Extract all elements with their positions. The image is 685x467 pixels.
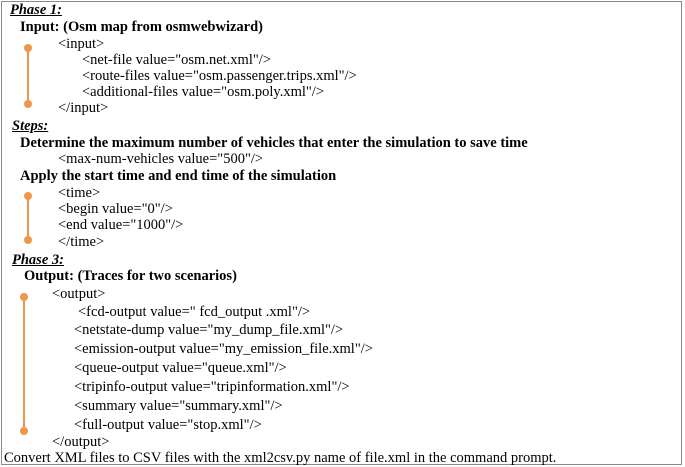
code-line: <time> <box>58 185 101 201</box>
code-line: <tripinfo-output value="tripinformation.xml"/> <box>74 379 350 395</box>
code-line: <fcd-output value=" fcd_output .xml"/> <box>78 304 311 320</box>
footer-note: Convert XML files to CSV files with the xml2csv.py name of file.xml in the command prompt. <box>4 450 557 466</box>
phase3-timeline-line <box>23 297 25 431</box>
phase1-heading: Phase 1: <box>10 2 62 18</box>
step1-title: Determine the maximum number of vehicles that enter the simulation to save time <box>20 135 528 151</box>
steps-timeline-line <box>27 196 29 240</box>
code-line: <max-num-vehicles value="500"/> <box>58 151 264 167</box>
code-line: <input> <box>58 36 105 52</box>
code-line: <queue-output value="queue.xml"/> <box>74 360 287 376</box>
steps-timeline-end-dot <box>24 236 32 244</box>
code-line: </time> <box>58 234 105 250</box>
code-line: <end value="1000"/> <box>58 217 184 233</box>
document-frame <box>1 1 682 465</box>
steps-heading: Steps: <box>12 118 49 134</box>
code-line: </output> <box>52 434 110 450</box>
code-line: <additional-files value="osm.poly.xml"/> <box>82 84 325 100</box>
phase3-timeline-end-dot <box>20 427 28 435</box>
code-line: <output> <box>52 286 106 302</box>
code-line: <netstate-dump value="my_dump_file.xml"/> <box>74 322 344 338</box>
code-line: <emission-output value="my_emission_file.xml"/> <box>74 341 373 357</box>
phase1-title: Input: (Osm map from osmwebwizard) <box>20 19 264 35</box>
code-line: <net-file value="osm.net.xml"/> <box>82 52 271 68</box>
phase1-timeline-end-dot <box>24 100 32 108</box>
phase3-title: Output: (Traces for two scenarios) <box>24 268 237 284</box>
step2-title: Apply the start time and end time of the simulation <box>20 168 337 184</box>
code-line: </input> <box>58 100 109 116</box>
code-line: <begin value="0"/> <box>58 201 173 217</box>
code-line: <route-files value="osm.passenger.trips.xml"/> <box>82 68 357 84</box>
phase3-heading: Phase 3: <box>12 252 64 268</box>
phase1-timeline-line <box>27 48 29 104</box>
code-line: <summary value="summary.xml"/> <box>74 398 283 414</box>
code-line: <full-output value="stop.xml"/> <box>74 417 262 433</box>
